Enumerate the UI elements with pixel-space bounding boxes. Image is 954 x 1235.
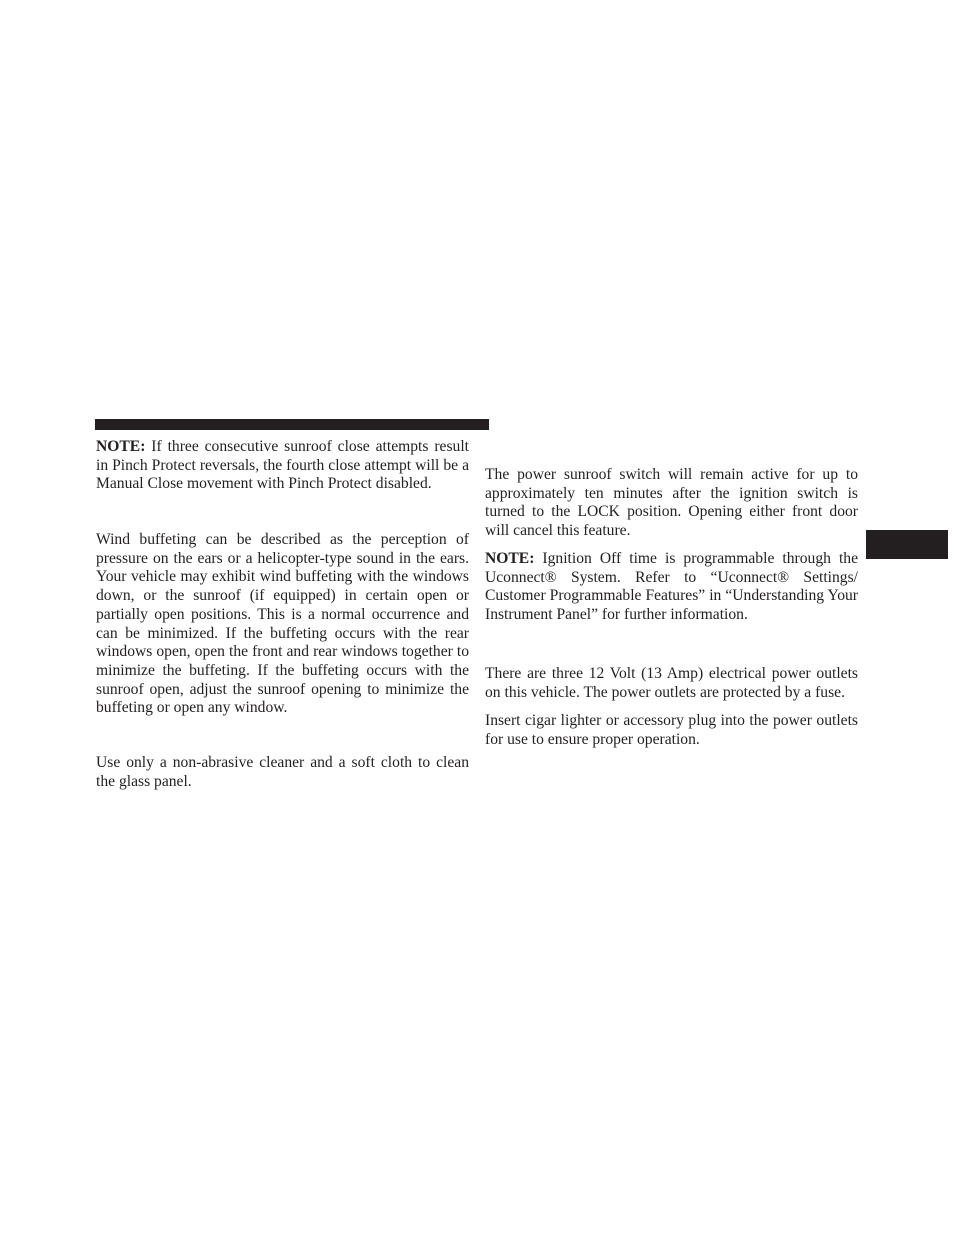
- power-outlets-usage-paragraph: Insert cigar lighter or accessory plug into the power outlets for use to ensure proper operation.: [485, 712, 858, 748]
- note-pinch-protect: [96, 438, 469, 494]
- note-label: NOTE:: [96, 438, 146, 455]
- note-label: NOTE:: [485, 550, 535, 567]
- wind-buffeting-paragraph: Wind buffeting can be described as the perception of pressure on the ears or a helicopter-type sound in the ears. Your vehicle may exhibit wind buffeting with the windows down, or the sunroof (if equipped) in certain open or partially open positions. This is a normal occurrence and can be minimized. If the buffeting occurs with the rear windows open, open the front and rear windows together to minimize the buffeting. If the buffeting occurs with the sunroof open, adjust the sunroof opening to minimize the buffeting or open any window.: [96, 531, 469, 717]
- sunroof-maintenance-paragraph: Use only a non-abrasive cleaner and a soft cloth to clean the glass panel.: [96, 754, 469, 790]
- ignition-off-paragraph: The power sunroof switch will remain active for up to approximately ten minutes after the ignition switch is turned to the LOCK position. Opening either front door will cancel this feature.: [485, 466, 858, 540]
- note-text: If three consecutive sunroof close attempts result in Pinch Protect reversals, the fourth close attempt will be a Manual Close movement with Pinch Protect disabled.: [96, 438, 469, 493]
- power-outlets-paragraph: There are three 12 Volt (13 Amp) electrical power outlets on this vehicle. The power outlets are protected by a fuse.: [485, 665, 858, 701]
- note-ignition-off: [485, 550, 858, 625]
- note-text: Ignition Off time is programmable through the Uconnect® System. Refer to “Uconnect® Settings/ Customer Programmable Features” in “Understanding Your Instrument Panel” for further information.: [485, 550, 858, 624]
- section-divider-bar: [95, 419, 489, 430]
- chapter-tab: [866, 530, 948, 559]
